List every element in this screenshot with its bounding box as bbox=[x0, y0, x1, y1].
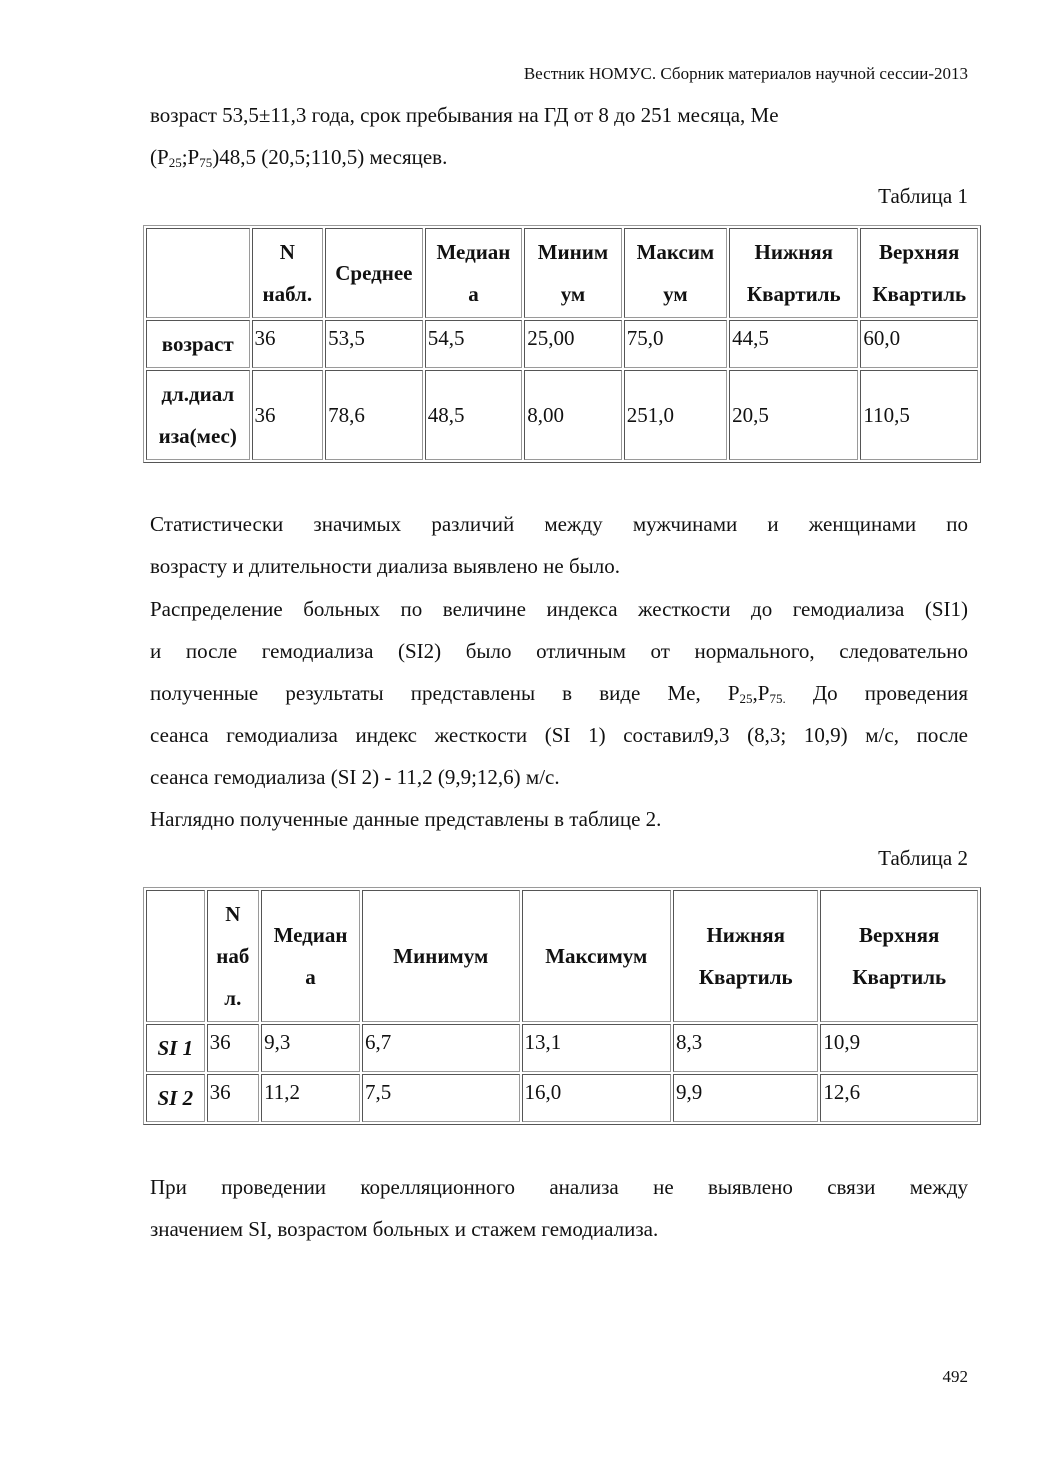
table-row bbox=[146, 1074, 978, 1122]
table-cell: 9,9 bbox=[673, 1074, 818, 1122]
table-1-header-mean: Среднее bbox=[325, 228, 423, 318]
table-1 bbox=[143, 225, 981, 463]
paragraph-line: возрасту и длительности диализа выявлено не было. bbox=[150, 554, 621, 578]
table-cell: 8,00 bbox=[524, 370, 621, 460]
table-2-corner-cell bbox=[146, 890, 205, 1022]
paragraph-line: и после гемодиализа (SI2) было отличным от нормального, следовательно bbox=[150, 639, 968, 663]
table-2-header-min: Минимум bbox=[362, 890, 520, 1022]
table-cell: 251,0 bbox=[624, 370, 727, 460]
table-cell: 20,5 bbox=[729, 370, 858, 460]
table-1-corner-cell bbox=[146, 228, 250, 318]
table-2-row-label-si2: SI 2 bbox=[146, 1074, 205, 1122]
table-1-row-label-age: возраст bbox=[146, 320, 250, 368]
paragraph-line: сеанса гемодиализа (SI 2) - 11,2 (9,9;12,6) м/с. bbox=[150, 765, 560, 789]
table-cell: 16,0 bbox=[522, 1074, 671, 1122]
table-cell: 36 bbox=[252, 370, 324, 460]
table-cell: 6,7 bbox=[362, 1024, 520, 1072]
paragraph-line: сеанса гемодиализа индекс жесткости (SI 1) составил9,3 (8,3; 10,9) м/с, после bbox=[150, 723, 968, 747]
table-2-header-upper-quartile: Верхняя Квартиль bbox=[820, 890, 978, 1022]
table-cell: 60,0 bbox=[860, 320, 978, 368]
table-cell: 54,5 bbox=[425, 320, 523, 368]
paragraph-table-reference: Наглядно полученные данные представлены в таблице 2. bbox=[150, 807, 662, 831]
table-cell: 36 bbox=[207, 1074, 260, 1122]
table-2-row-label-si1: SI 1 bbox=[146, 1024, 205, 1072]
table-cell: 11,2 bbox=[261, 1074, 360, 1122]
intro-line-2: $(P_{25};P_{75})48,5$ (20,5;110,5) месяцев. bbox=[150, 145, 448, 170]
table-cell: 10,9 bbox=[820, 1024, 978, 1072]
table-2-header-n: N наб л. bbox=[207, 890, 260, 1022]
table-1-header-min: Миним ум bbox=[524, 228, 621, 318]
paragraph-correlation bbox=[150, 1166, 968, 1250]
page-number: 492 bbox=[942, 1367, 968, 1386]
paragraph-line: полученные результаты представлены в виде Me, $P_{25},P_{75.}$ До проведения bbox=[150, 681, 968, 706]
table-row bbox=[146, 320, 978, 368]
table-row bbox=[146, 370, 978, 460]
table-cell: 7,5 bbox=[362, 1074, 520, 1122]
table-row bbox=[146, 1024, 978, 1072]
paragraph-gender-difference bbox=[150, 503, 968, 587]
paragraph-line: При проведении корелляционного анализа не выявлено связи между bbox=[150, 1175, 968, 1199]
table-1-header-max: Максим ум bbox=[624, 228, 727, 318]
table-1-row-label-dialysis: дл.диал иза(мес) bbox=[146, 370, 250, 460]
table-cell: 25,00 bbox=[524, 320, 621, 368]
table-cell: 36 bbox=[252, 320, 324, 368]
table-1-header-row bbox=[146, 228, 978, 318]
table-2-header-max: Максимум bbox=[522, 890, 671, 1022]
intro-paragraph bbox=[150, 94, 968, 178]
table-cell: 48,5 bbox=[425, 370, 523, 460]
table-cell: 9,3 bbox=[261, 1024, 360, 1072]
paragraph-line: значением SI, возрастом больных и стажем гемодиализа. bbox=[150, 1217, 659, 1241]
paragraph-stiffness-index bbox=[150, 588, 968, 798]
table-2-caption: Таблица 2 bbox=[878, 846, 968, 870]
table-2-header-row bbox=[146, 890, 978, 1022]
table-cell: 8,3 bbox=[673, 1024, 818, 1072]
table-2 bbox=[143, 887, 981, 1125]
table-cell: 78,6 bbox=[325, 370, 423, 460]
table-cell: 36 bbox=[207, 1024, 260, 1072]
table-1-caption: Таблица 1 bbox=[878, 184, 968, 208]
table-cell: 53,5 bbox=[325, 320, 423, 368]
table-cell: 44,5 bbox=[729, 320, 858, 368]
table-2-header-lower-quartile: Нижняя Квартиль bbox=[673, 890, 818, 1022]
intro-line-1: возраст 53,5±11,3 года, срок пребывания на ГД от 8 до 251 месяца, Me bbox=[150, 103, 779, 127]
paragraph-line: Статистически значимых различий между мужчинами и женщинами по bbox=[150, 512, 968, 536]
table-1-header-lower-quartile: Нижняя Квартиль bbox=[729, 228, 858, 318]
journal-header: Вестник НОМУС. Сборник материалов научной сессии-2013 bbox=[523, 64, 968, 83]
table-cell: 110,5 bbox=[860, 370, 978, 460]
table-1-header-upper-quartile: Верхняя Квартиль bbox=[860, 228, 978, 318]
table-2-header-median: Медиан а bbox=[261, 890, 360, 1022]
table-cell: 13,1 bbox=[522, 1024, 671, 1072]
table-1-header-median: Медиан а bbox=[425, 228, 523, 318]
table-cell: 75,0 bbox=[624, 320, 727, 368]
paragraph-line: Распределение больных по величине индекса жесткости до гемодиализа (SI1) bbox=[150, 597, 968, 621]
table-1-header-n: N набл. bbox=[252, 228, 324, 318]
table-cell: 12,6 bbox=[820, 1074, 978, 1122]
